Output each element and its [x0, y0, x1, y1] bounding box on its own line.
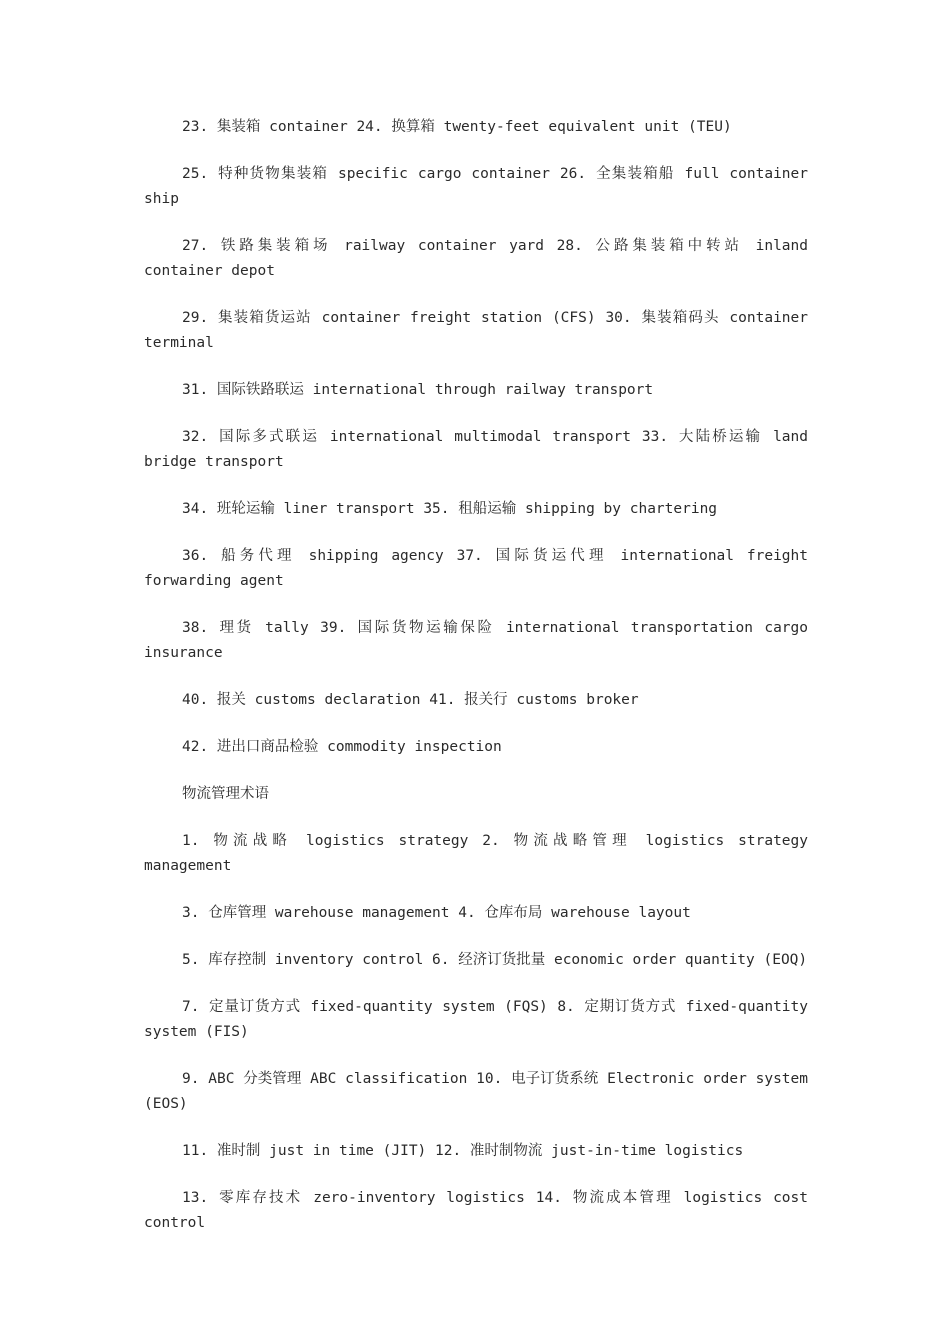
term-paragraph-7-8: 7. 定量订货方式 fixed-quantity system (FQS) 8. 定期订货方式 fixed-quantity system (FIS) [144, 999, 808, 1040]
term-paragraph-38-39: 38. 理货 tally 39. 国际货物运输保险 international transportation cargo insurance [144, 620, 808, 661]
term-paragraph-40-41: 40. 报关 customs declaration 41. 报关行 customs broker [182, 692, 639, 708]
term-paragraph-11-12: 11. 准时制 just in time (JIT) 12. 准时制物流 just-in-time logistics [182, 1143, 744, 1159]
term-paragraph-31: 31. 国际铁路联运 international through railway transport [182, 382, 654, 398]
term-paragraph-5-6: 5. 库存控制 inventory control 6. 经济订货批量 economic order quantity (EOQ) [182, 952, 808, 968]
term-paragraph-32-33: 32. 国际多式联运 international multimodal transport 33. 大陆桥运输 land bridge transport [144, 429, 808, 470]
term-paragraph-13-14: 13. 零库存技术 zero-inventory logistics 14. 物流成本管理 logistics cost control [144, 1190, 808, 1231]
term-paragraph-36-37: 36. 船务代理 shipping agency 37. 国际货运代理 international freight forwarding agent [144, 548, 808, 589]
term-paragraph-1-2: 1. 物流战略 logistics strategy 2. 物流战略管理 logistics strategy management [144, 833, 808, 874]
term-paragraph-3-4: 3. 仓库管理 warehouse management 4. 仓库布局 warehouse layout [182, 905, 691, 921]
document-body [144, 115, 808, 1258]
term-paragraph-23-24: 23. 集装箱 container 24. 换算箱 twenty-feet equivalent unit (TEU) [182, 119, 732, 135]
term-paragraph-9-10: 9. ABC 分类管理 ABC classification 10. 电子订货系统 Electronic order system (EOS) [144, 1071, 808, 1112]
term-paragraph-34-35: 34. 班轮运输 liner transport 35. 租船运输 shipping by chartering [182, 501, 718, 517]
term-paragraph-29-30: 29. 集装箱货运站 container freight station (CFS) 30. 集装箱码头 container terminal [144, 310, 808, 351]
term-paragraph-27-28: 27. 铁路集装箱场 railway container yard 28. 公路集装箱中转站 inland container depot [144, 238, 808, 279]
term-paragraph-42: 42. 进出口商品检验 commodity inspection [182, 739, 502, 755]
section-heading: 物流管理术语 [182, 786, 269, 802]
term-paragraph-25-26: 25. 特种货物集装箱 specific cargo container 26. 全集装箱船 full container ship [144, 166, 808, 207]
